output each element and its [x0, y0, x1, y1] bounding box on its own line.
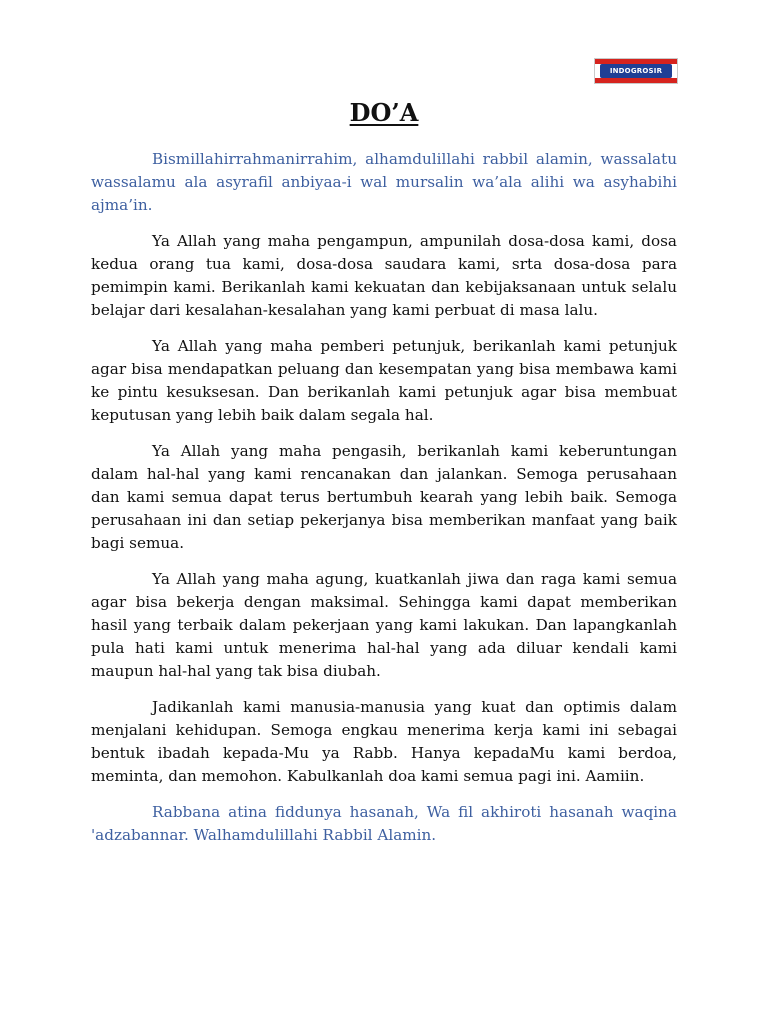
- indogrosir-logo: [594, 58, 678, 84]
- document-body: [91, 148, 677, 847]
- logo-bottom-band: [595, 78, 677, 83]
- paragraph-closing: Rabbana atina fiddunya hasanah, Wa fil akhiroti hasanah waqina 'adzabannar. Walhamdulillahi Rabbil Alamin.: [91, 803, 677, 844]
- paragraph-pengampun: Ya Allah yang maha pengampun, ampunilah dosa-dosa kami, dosa kedua orang tua kami, dosa-dosa saudara kami, srta dosa-dosa para pemimpin kami. Berikanlah kami kekuatan dan kebijaksanaan untuk selalu belajar dari kesalahan-kesalahan yang kami perbuat di masa lalu.: [91, 232, 677, 319]
- page-title: DO’A: [349, 98, 419, 127]
- paragraph-agung: Ya Allah yang maha agung, kuatkanlah jiwa dan raga kami semua agar bisa bekerja dengan maksimal. Sehingga kami dapat memberikan hasil yang terbaik dalam pekerjaan yang kami lakukan. Dan lapangkanlah pula hati kami untuk menerima hal-hal yang ada diluar kendali kami maupun hal-hal yang tak bisa diubah.: [91, 570, 677, 680]
- logo-plate: [600, 64, 672, 78]
- logo-text: INDOGROSIR: [609, 67, 663, 75]
- paragraph-pengasih: Ya Allah yang maha pengasih, berikanlah kami keberuntungan dalam hal-hal yang kami rencanakan dan jalankan. Semoga perusahaan dan kami semua dapat terus bertumbuh kearah yang lebih baik. Semoga perusahaan ini dan setiap pekerjanya bisa memberikan manfaat yang baik bagi semua.: [91, 442, 677, 552]
- paragraph-opening: Bismillahirrahmanirrahim, alhamdulillahi rabbil alamin, wassalatu wassalamu ala asyrafil anbiyaa-i wal mursalin wa’ala alihi wa asyhabihi ajma’in.: [91, 150, 677, 214]
- paragraph-petunjuk: Ya Allah yang maha pemberi petunjuk, berikanlah kami petunjuk agar bisa mendapatkan peluang dan kesempatan yang bisa membawa kami ke pintu kesuksesan. Dan berikanlah kami petunjuk agar bisa membuat keputusan yang lebih baik dalam segala hal.: [91, 337, 677, 424]
- paragraph-optimis: Jadikanlah kami manusia-manusia yang kuat dan optimis dalam menjalani kehidupan. Semoga engkau menerima kerja kami ini sebagai bentuk ibadah kepada-Mu ya Rabb. Hanya kepadaMu kami berdoa, meminta, dan memohon. Kabulkanlah doa kami semua pagi ini. Aamiin.: [91, 698, 677, 785]
